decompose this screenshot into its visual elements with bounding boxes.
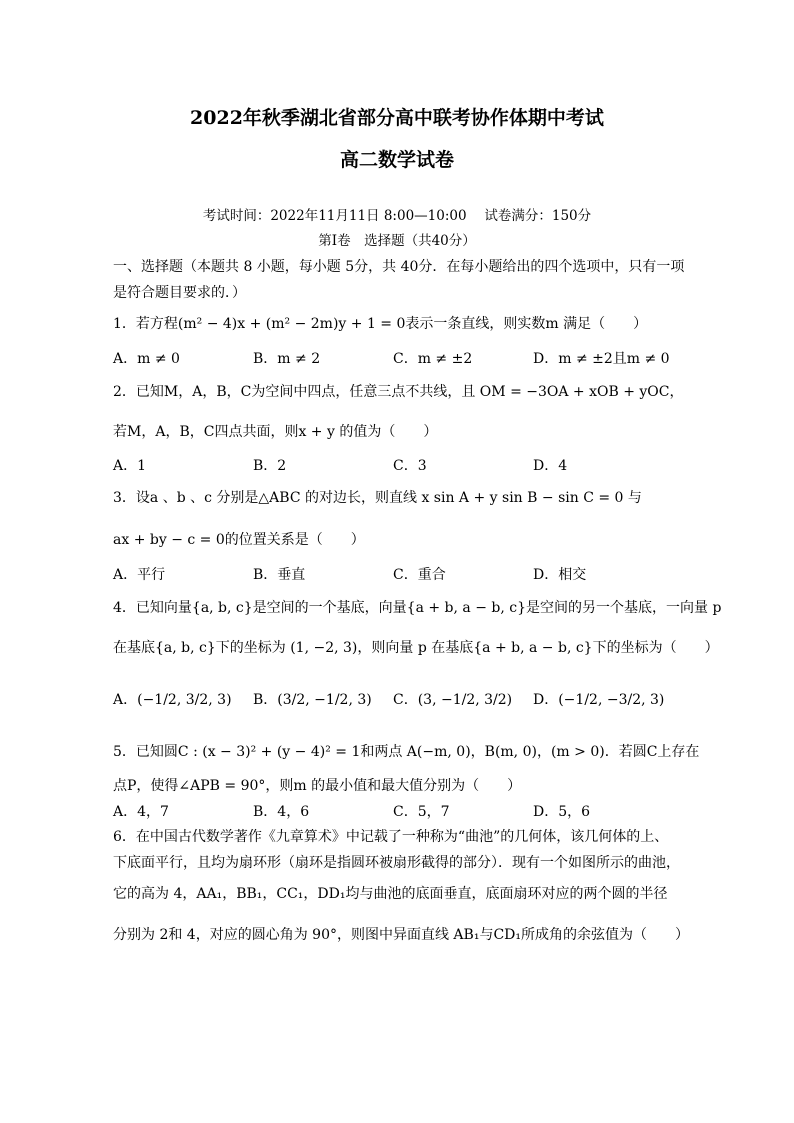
- exam-title: 2022年秋季湖北省部分高中联考协作体期中考试: [190, 107, 604, 129]
- q1-option-b: B．m ≠ 2: [253, 351, 321, 367]
- q5-option-b: B．4，6: [253, 804, 310, 820]
- question-3-stem-line2: ax + by − c = 0的位置关系是（ ）: [113, 532, 365, 548]
- q4-option-c: C．(3, −1/2, 3/2): [393, 692, 513, 708]
- question-6-stem-line3: 它的高为 4，AA₁，BB₁，CC₁，DD₁均与曲池的底面垂直，底面扇环对应的两个圆的半径: [113, 886, 668, 902]
- exam-subtitle: 高二数学试卷: [339, 149, 454, 171]
- question-3-options: [113, 565, 673, 585]
- q4-option-d: D．(−1/2, −3/2, 3): [533, 692, 665, 708]
- question-2-options: [113, 456, 673, 476]
- q2-option-c: C．3: [393, 458, 427, 474]
- q2-option-a: A．1: [113, 458, 147, 474]
- q1-option-a: A．m ≠ 0: [113, 351, 180, 367]
- q1-option-c: C．m ≠ ±2: [393, 351, 473, 367]
- question-1-stem: 1．若方程(m² − 4)x + (m² − 2m)y + 1 = 0表示一条直线，则实数m 满足（ ）: [113, 316, 648, 332]
- question-3-stem-line1: 3．设a 、b 、c 分别是△ABC 的对边长，则直线 x sin A + y sin B − sin C = 0 与: [113, 490, 642, 506]
- question-6-stem-line4: 分别为 2和 4，对应的圆心角为 90°，则图中异面直线 AB₁与CD₁所成角的余弦值为（ ）: [113, 927, 689, 943]
- exam-info: 考试时间：2022年11月11日 8:00—10:00 试卷满分：150分: [202, 208, 592, 224]
- question-4-stem-line2: 在基底{a, b, c}下的坐标为 (1, −2, 3)，则向量 p 在基底{a + b, a − b, c}下的坐标为（ ）: [113, 640, 719, 656]
- question-6-stem-line2: 下底面平行，且均为扇环形（扇环是指圆环被扇形截得的部分）．现有一个如图所示的曲池，: [113, 855, 680, 871]
- question-4-options: [113, 680, 673, 720]
- q4-option-a: A．(−1/2, 3/2, 3): [113, 692, 232, 708]
- q3-option-b: B．垂直: [253, 567, 306, 583]
- q5-option-d: D．5，6: [533, 804, 591, 820]
- question-2-stem-line1: 2．已知M，A，B，C为空间中四点，任意三点不共线，且 OM = −3OA + xOB + yOC，: [113, 384, 684, 400]
- q5-option-c: C．5，7: [393, 804, 450, 820]
- q2-option-b: B．2: [253, 458, 287, 474]
- q5-option-a: A．4，7: [113, 804, 169, 820]
- q3-option-c: C．重合: [393, 567, 446, 583]
- q3-option-a: A．平行: [113, 567, 166, 583]
- question-4-stem-line1: 4．已知向量{a, b, c}是空间的一个基底，向量{a + b, a − b, c}是空间的另一个基底，一向量 p: [113, 600, 722, 616]
- section-intro-line2: 是符合题目要求的．）: [113, 285, 246, 301]
- question-5-stem-line2: 点P，使得∠APB = 90°，则m 的最小值和最大值分别为（ ）: [113, 778, 522, 794]
- q2-option-d: D．4: [533, 458, 568, 474]
- q4-option-b: B．(3/2, −1/2, 3): [253, 692, 372, 708]
- question-2-stem-line2: 若M，A，B，C四点共面，则x + y 的值为（ ）: [113, 424, 438, 440]
- q1-option-d: D．m ≠ ±2且m ≠ 0: [533, 351, 670, 367]
- question-5-options: [113, 802, 673, 822]
- section-intro-line1: 一、选择题（本题共 8 小题，每小题 5分，共 40分．在每小题给出的四个选项中，只有一项: [113, 259, 685, 275]
- question-6-stem-line1: 6．在中国古代数学著作《九章算术》中记载了一种称为“曲池”的几何体，该几何体的上、: [113, 829, 669, 845]
- question-1-options: [113, 349, 673, 369]
- part-heading: 第Ⅰ卷 选择题（共40分）: [318, 233, 476, 249]
- question-5-stem-line1: 5．已知圆C : (x − 3)² + (y − 4)² = 1和两点 A(−m, 0)，B(m, 0)，(m > 0)．若圆C上存在: [113, 744, 700, 760]
- q3-option-d: D．相交: [533, 567, 587, 583]
